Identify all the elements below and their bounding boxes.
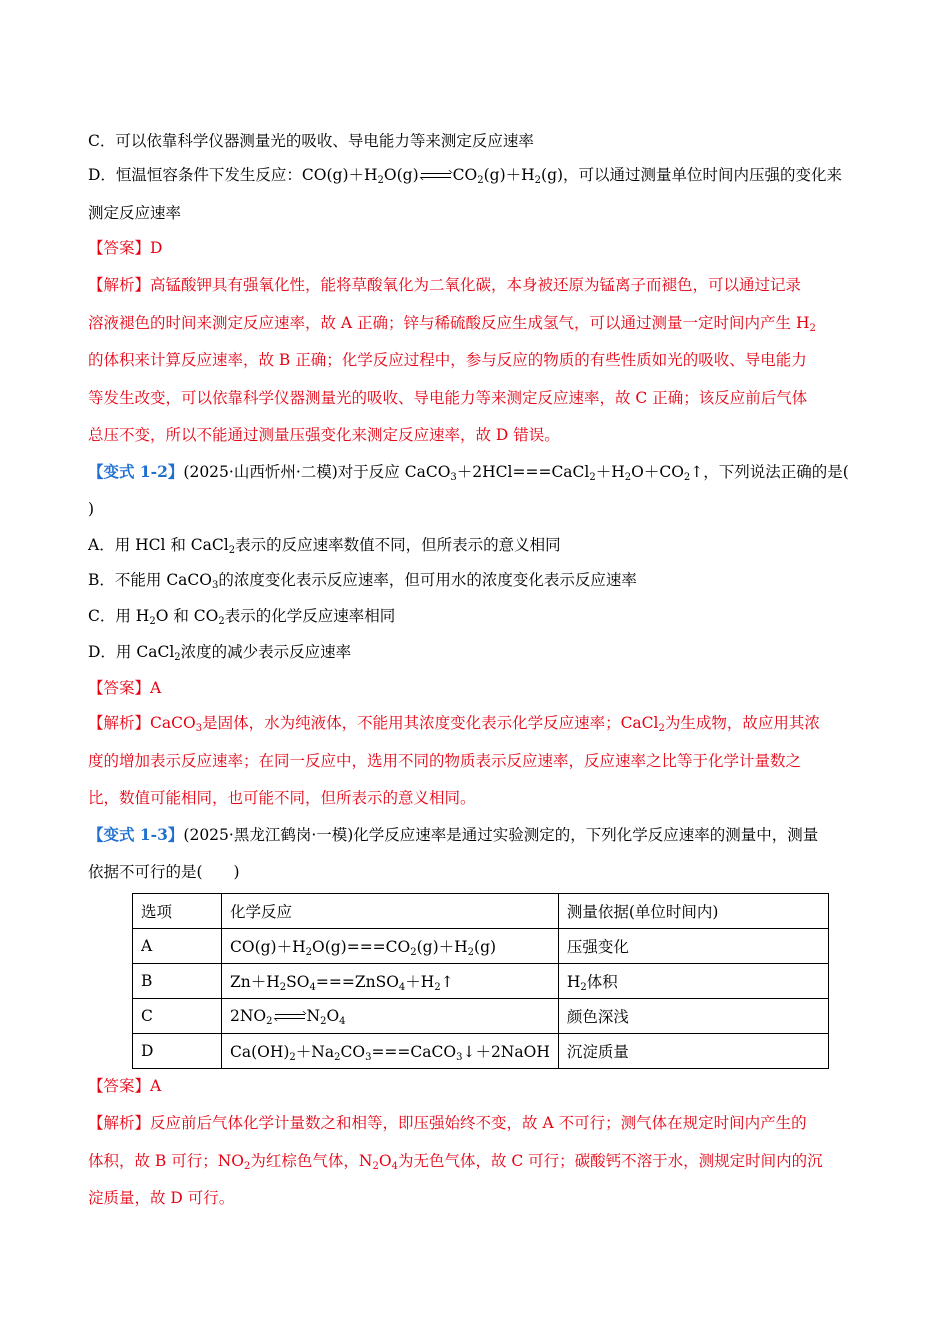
option-a: A．用 HCl 和 CaCl$_2$表示的反应速率数值不同，但所表示的意义相同	[88, 536, 561, 556]
explanation-line: 溶液褪色的时间来测定反应速率，故 A 正确；锌与稀硫酸反应生成氢气，可以通过测量一定时间内产生 $H_2$	[88, 314, 816, 334]
question-stem: 【变式 1-3】(2025·黑龙江鹤岗·一模)化学反应速率是通过实验测定的，下列化学反应速率的测量中，测量	[88, 825, 819, 844]
option-d: D．恒温恒容条件下发生反应：$CO(g)+H_2O(g)$ $CO_2(g)+H_2(g)$，可以通过测量单位时间内压强的变化来	[88, 166, 843, 186]
option-b: B．不能用 CaCO$_3$的浓度变化表示反应速率，但可用水的浓度变化表示反应速率	[88, 571, 637, 591]
option-d: D．用 CaCl$_2$浓度的减少表示反应速率	[88, 643, 352, 663]
explanation: 【解析】CaCO$_3$是固体，水为纯液体，不能用其浓度变化表示化学反应速率；CaCl$_2$为生成物，故应用其浓	[88, 714, 820, 734]
table-cell-option: C	[133, 999, 222, 1034]
table-row	[133, 929, 829, 964]
table-cell-option: D	[133, 1034, 222, 1069]
explanation: 【解析】高锰酸钾具有强氧化性，能将草酸氧化为二氧化碳，本身被还原为锰离子而褪色，可以通过记录	[88, 276, 802, 294]
explanation-line: 等发生改变，可以依靠科学仪器测量光的吸收、导电能力等来测定反应速率，故 C 正确；该反应前后气体	[88, 389, 808, 407]
answer-line: 【答案】A	[88, 679, 162, 697]
reaction-table	[132, 893, 829, 1069]
question-tag: 【变式 1-3】	[88, 825, 184, 844]
explanation-line: 体积，故 B 可行；$NO_2$为红棕色气体，$N_2O_4$为无色气体，故 C 可行；碳酸钙不溶于水，测规定时间内的沉	[88, 1152, 823, 1172]
table-cell-option: B	[133, 964, 222, 999]
equilibrium-arrow-icon	[275, 1012, 305, 1022]
explanation-line: 的体积来计算反应速率，故 B 正确；化学反应过程中，参与反应的物质的有些性质如光的吸收、导电能力	[88, 351, 807, 369]
table-cell-basis: $H_2$体积	[558, 964, 828, 999]
table-cell-basis: 沉淀质量	[558, 1034, 828, 1069]
answer-line: 【答案】D	[88, 239, 163, 257]
table-cell-reaction: $2NO_2$ $N_2O_4$	[222, 999, 559, 1034]
table-row	[133, 964, 829, 999]
question-stem: 【变式 1-2】(2025·山西忻州·二模)对于反应 $CaCO_3+2HCl===CaCl_2+H_2O+CO_2↑$，下列说法正确的是(	[88, 462, 849, 483]
table-cell-option: A	[133, 929, 222, 964]
table-header-row	[133, 894, 829, 929]
explanation: 【解析】反应前后气体化学计量数之和相等，即压强始终不变，故 A 不可行；测气体在规定时间内产生的	[88, 1114, 807, 1132]
explanation-line: 淀质量，故 D 可行。	[88, 1189, 235, 1207]
table-header: 测量依据(单位时间内)	[558, 894, 828, 929]
explanation-line: 比，数值可能相同，也可能不同，但所表示的意义相同。	[88, 789, 476, 807]
explanation-line: 度的增加表示反应速率；在同一反应中，选用不同的物质表示反应速率，反应速率之比等于化学计量数之	[88, 752, 802, 770]
answer-line: 【答案】A	[88, 1077, 162, 1095]
question-tag: 【变式 1-2】	[88, 462, 184, 481]
table-row	[133, 999, 829, 1034]
equilibrium-arrow-icon	[421, 171, 451, 181]
table-cell-reaction: $Ca(OH)_2+Na_2CO_3===CaCO_3↓+2NaOH$	[222, 1034, 559, 1069]
table-cell-reaction: $CO(g)+H_2O(g)===CO_2(g)+H_2(g)$	[222, 929, 559, 964]
option-c: C．可以依靠科学仪器测量光的吸收、导电能力等来测定反应速率	[88, 132, 534, 150]
table-header: 化学反应	[222, 894, 559, 929]
option-d-continued: 测定反应速率	[88, 204, 182, 222]
option-c: C．用 $H_2O$ 和 $CO_2$表示的化学反应速率相同	[88, 607, 396, 627]
table-header: 选项	[133, 894, 222, 929]
table-cell-basis: 压强变化	[558, 929, 828, 964]
table-cell-basis: 颜色深浅	[558, 999, 828, 1034]
explanation-line: 总压不变，所以不能通过测量压强变化来测定反应速率，故 D 错误。	[88, 426, 560, 444]
table-row	[133, 1034, 829, 1069]
question-stem-continued: )	[88, 500, 95, 518]
question-stem-continued: 依据不可行的是( )	[88, 863, 240, 881]
table-cell-reaction: $Zn+H_2SO_4===ZnSO_4+H_2↑$	[222, 964, 559, 999]
